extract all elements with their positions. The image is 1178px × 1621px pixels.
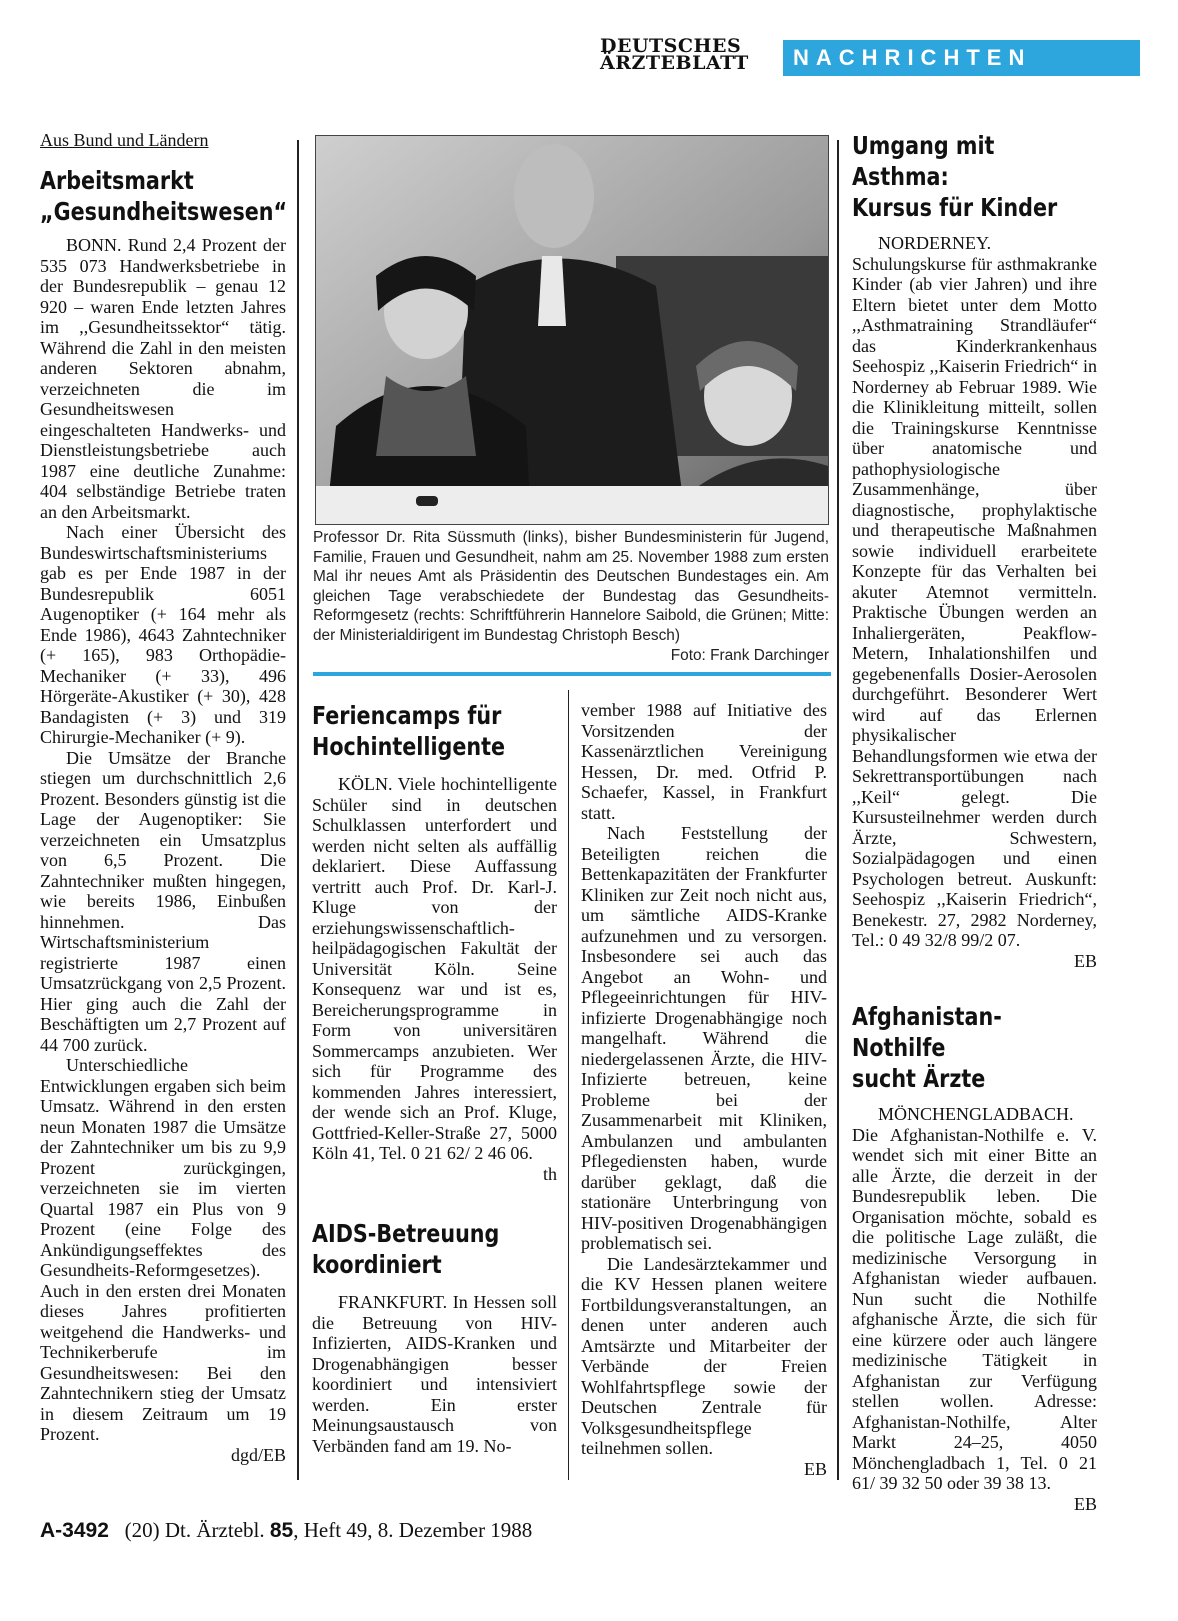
- article-asthma: [852, 130, 1097, 1514]
- column-rule-1: [297, 140, 299, 1480]
- column-rule-3: [837, 140, 839, 1480]
- headline-line: AIDS-Betreuung: [312, 1219, 500, 1248]
- paragraph: MÖNCHENGLADBACH. Die Afghanistan-Nothilfe e. V. wendet sich mit einer Bitte an alle Ärzte, die derzeit in der Bundesrepublik leben. Die Organisation möchte, sobald es die politische Lage zuläßt, die medizinische Versorgung in Afghanistan wieder aufbauen. Nun sucht die Nothilfe afghanische Ärzte, die sich für eine kürzere oder auch längere medizinische Tätigkeit in Afghanistan zur Verfügung stellen wollen. Adresse: Afghanistan-Nothilfe, Alter Markt 24–25, 4050 Mönchengladbach 1, Tel. 0 21 61/ 39 32 50 oder 39 38 13.: [852, 1104, 1097, 1493]
- column-rule-2: [568, 690, 569, 1480]
- paragraph: FRANKFURT. In Hessen soll die Betreuung von HIV-Infizierten, AIDS-Kranken und Drogenabhängigen besser koordiniert und intensiviert werden. Ein erster Meinungsaustausch von Verbänden fand am 19. No-: [312, 1292, 557, 1456]
- headline-line: „Gesundheitswesen“: [40, 197, 288, 226]
- headline-line: koordiniert: [312, 1250, 442, 1279]
- section-badge: NACHRICHTEN: [783, 40, 1140, 76]
- article-body-afghanistan: [852, 1104, 1097, 1514]
- paragraph: NORDERNEY. Schulungskurse für asthmakranke Kinder (ab vier Jahren) und ihre Eltern bietet unter dem Motto ,,Asthmatraining Strandläufer“ das Kinderkrankenhaus Seehospiz ,,Kaiserin Friedrich“ in Norderney ab Februar 1989. Wie die Klinikleitung mitteilt, sollen die Trainingskurse Kenntnisse über anatomische und pathophysiologische Zusammenhänge, über diagnostische, prophylaktische und therapeutische Maßnahmen sowie individuell erarbeitete Konzepte für das Verhalten bei akuter Atemnot vermitteln. Praktische Übungen werden an Inhaliergeräten, Peakflow-Metern, Inhalationshilfen und gegebenenfalls Dosier-Aerosolen durchgeführt. Besonderer Wert wird auf das Erlernen physikalischer Behandlungsformen wie etwa der Sekrettransportübungen nach ,,Keil“ gelegt. Die Kursusteilnehmer werden durch Ärzte, Schwestern, Sozialpädagogen und einen Psychologen betreut. Auskunft: Seehospiz ,,Kaiserin Friedrich“, Benekestr. 27, 2982 Norderney, Tel.: 0 49 32/8 99/2 07.: [852, 233, 1097, 950]
- author-signature: EB: [1073, 1493, 1097, 1514]
- paragraph: BONN. Rund 2,4 Prozent der 535 073 Handwerksbetriebe in der Bundesrepublik – genau 12 920 – waren Ende letzten Jahres im ,,Gesundheitssektor“ tätig. Während die Zahl in den meisten anderen Sektoren abnahm, verzeichneten die im Gesundheitswesen eingeschalteten Handwerks- und Dienstleistungsbetriebe auch 1987 eine deutliche Zunahme: 404 selbständige Betriebe traten an den Arbeitsmarkt.: [40, 235, 286, 522]
- headline-line: Afghanistan-Nothilfe: [852, 1002, 1002, 1062]
- page-footer: [40, 1518, 532, 1543]
- article-body: [852, 233, 1097, 971]
- journal-masthead: [600, 35, 770, 74]
- paragraph: Die Landesärztekammer und die KV Hessen planen weitere Fortbildungsveranstaltungen, an denen unter anderen auch Amtsärzte und Mitarbeiter der Verbände der Freien Wohlfahrtspflege sowie der Deutschen Zentrale für Volksgesundheitspflege teilnehmen sollen.: [581, 1253, 827, 1458]
- article-aids-continued: [581, 700, 827, 1479]
- caption-text: Professor Dr. Rita Süssmuth (links), bisher Bundesministerin für Jugend, Familie, Frauen und Gesundheit, nahm am 25. November 1988 zum ersten Mal ihr neues Amt als Präsidentin des Deutschen Bundestages ein. Am gleichen Tage verabschiedete der Bundestag das Gesundheits-Reformgesetz (rechts: Schriftführerin Hannelore Saibold, die Grünen; Mitte: der Ministerialdirigent im Bundestag Christoph Besch): [313, 529, 829, 644]
- section-kicker: Aus Bund und Ländern: [40, 130, 209, 150]
- article-body: [40, 235, 286, 1465]
- paragraph: Nach Feststellung der Beteiligten reichen die Bettenkapazitäten der Frankfurter Kliniken zur Zeit noch nicht aus, um sämtliche AIDS-Kranke aufzunehmen und zu versorgen. Insbesondere sei auch das Angebot an Wohn- und Pflegeeinrichtungen für HIV-infizierte Drogenabhängige noch mangelhaft. Während die niedergelassenen Ärzte, die HIV-Infizierte betreuen, keine Probleme bei der Zusammenarbeit mit Kliniken, Ambulanzen und ambulanten Pflegediensten haben, wurde darüber geklagt, daß die stationäre Unterbringung von HIV-positiven Drogenabhängigen problematisch sei.: [581, 823, 827, 1253]
- paragraph: KÖLN. Viele hochintelligente Schüler sind in deutschen Schulklassen unterfordert und werden nicht selten als auffällig deklariert. Diese Auffassung vertritt auch Prof. Dr. Karl-J. Kluge von der erziehungswissenschaftlich-heilpädagogischen Fakultät der Universität Köln. Seine Konsequenz war und ist es, Bereicherungsprogramme in Form von universitären Sommercamps anzubieten. Wer sich für Programme des kommenden Jahres interessiert, der wende sich an Prof. Kluge, Gottfried-Keller-Straße 27, 5000 Köln 41, Tel. 0 21 62/ 2 46 06.: [312, 774, 557, 1163]
- article-headline: [852, 130, 1093, 223]
- paragraph: Nach einer Übersicht des Bundeswirtschaftsministeriums gab es per Ende 1987 in der Bundesrepublik 6051 Augenoptiker (+ 164 mehr als Ende 1986), 4643 Zahntechniker (+ 165), 983 Orthopädie-Mechaniker (+ 33), 496 Hörgeräte-Akustiker (+ 30), 428 Bandagisten (+ 3) und 319 Chirurgie-Mechaniker (+ 9).: [40, 522, 286, 747]
- author-signature: th: [542, 1163, 557, 1184]
- headline-line: sucht Ärzte: [852, 1064, 986, 1093]
- headline-line: Arbeitsmarkt: [40, 166, 194, 195]
- article-arbeitsmarkt: [40, 130, 286, 1465]
- article-headline: [312, 700, 553, 762]
- citation-suffix: , Heft 49, 8. Dezember 1988: [293, 1518, 533, 1542]
- photo-caption: [313, 528, 829, 665]
- author-signature: dgd/EB: [230, 1444, 286, 1465]
- page-number: A-3492: [40, 1519, 109, 1542]
- article-body-aids: [312, 1292, 557, 1456]
- photo-image: [316, 136, 828, 524]
- news-photo: [315, 135, 829, 525]
- article-headline: [40, 165, 288, 227]
- article-headline-afghanistan: [852, 1001, 1093, 1094]
- paragraph: vember 1988 auf Initiative des Vorsitzenden der Kassenärztlichen Vereinigung Hessen, Dr. med. Otfrid P. Schaefer, Kassel, in Frankfurt statt.: [581, 700, 827, 823]
- headline-line: Kursus für Kinder: [852, 193, 1058, 222]
- article-feriencamps: [312, 700, 557, 1456]
- photo-credit: Foto: Frank Darchinger: [670, 646, 829, 664]
- author-signature: EB: [1073, 950, 1097, 971]
- journal-name-line1: DEUTSCHES: [600, 35, 742, 57]
- author-signature: EB: [803, 1458, 827, 1479]
- volume-number: 85: [269, 1519, 294, 1542]
- headline-line: Feriencamps für: [312, 701, 502, 730]
- article-body: [581, 700, 827, 1479]
- headline-line: Hochintelligente: [312, 732, 506, 761]
- paragraph: Unterschiedliche Entwicklungen ergaben sich beim Umsatz. Während in den ersten neun Monaten 1987 die Umsätze der Zahntechniker um bis zu 9,9 Prozent zurückgingen, verzeichneten sie im vierten Quartal 1987 ein Plus von 9 Prozent (eine Folge des Ankündigungseffektes des Gesundheits-Reformgesetzes). Auch in den ersten drei Monaten dieses Jahres profitierten weitgehend die Handwerks- und Technikerberufe im Gesundheitswesen: Bei den Zahntechnikern stieg der Umsatz in diesem Zeitraum um 19 Prozent.: [40, 1055, 286, 1444]
- article-body: [312, 774, 557, 1184]
- journal-name-line2: ÄRZTEBLATT: [600, 52, 749, 74]
- paragraph: Die Umsätze der Branche stiegen um durchschnittlich 2,6 Prozent. Besonders günstig ist die Lage der Augenoptiker: Sie verzeichneten ein Umsatzplus von 6,5 Prozent. Die Zahntechniker mußten hingegen, wie bereits 1986, Einbußen hinnehmen. Das Wirtschaftsministerium registrierte 1987 einen Umsatzrückgang von 2,5 Prozent. Hier ging auch die Zahl der Beschäftigten um 2,7 Prozent auf 44 700 zurück.: [40, 747, 286, 1055]
- citation-prefix: (20) Dt. Ärztebl.: [124, 1518, 265, 1542]
- photo-divider-rule: [313, 672, 831, 676]
- headline-line: Umgang mit Asthma:: [852, 131, 995, 191]
- article-headline-aids: [312, 1218, 553, 1280]
